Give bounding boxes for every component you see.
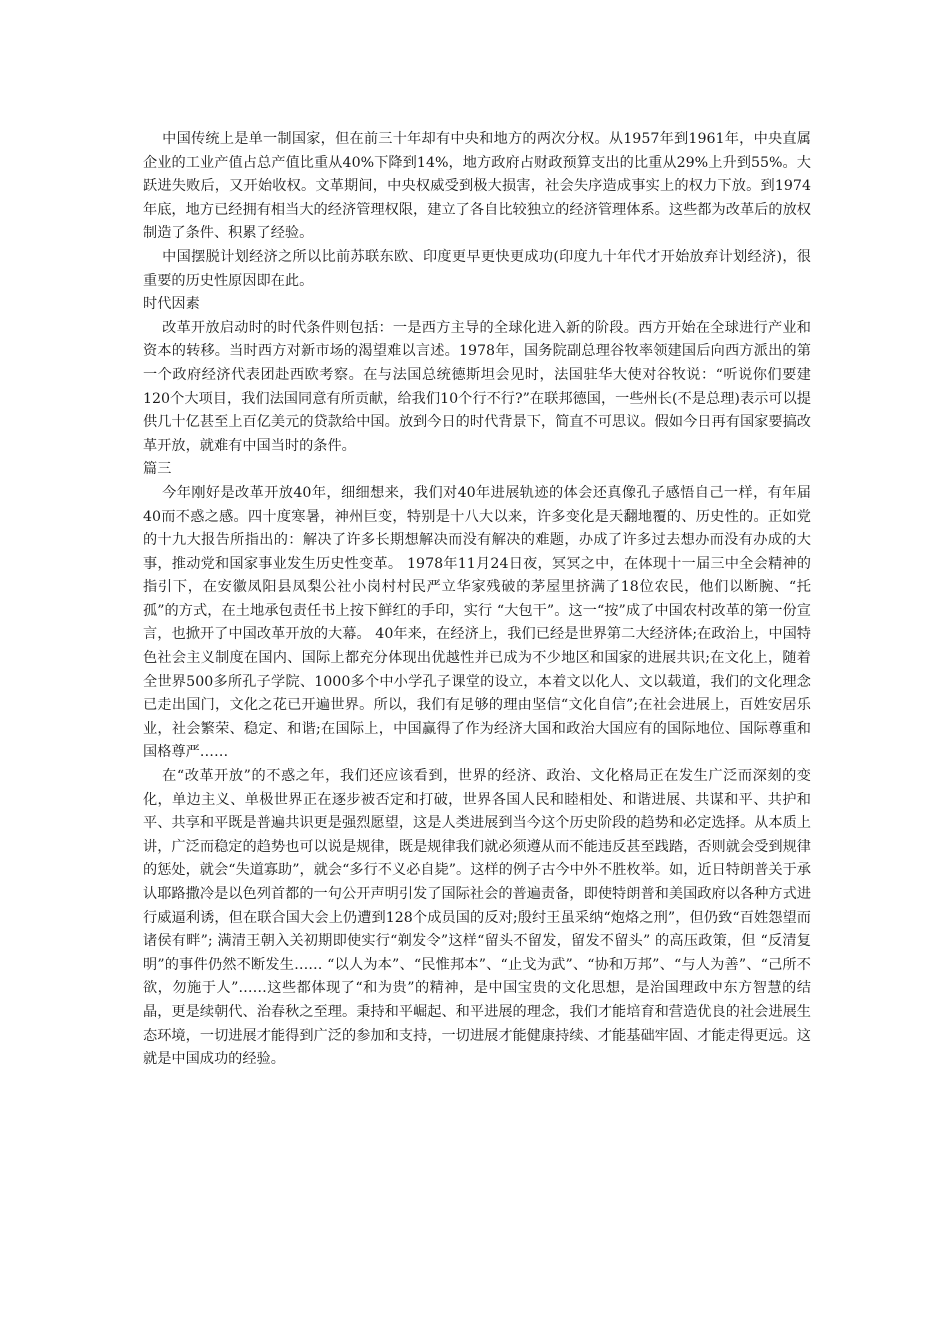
document-body [143,128,811,1072]
paragraph-forty-years-reform: 今年刚好是改革开放40年，细细想来，我们对40年进展轨迹的体会还真像孔子感悟自己一样，有年届40而不惑之感。四十度寒暑，神州巨变，特别是十八大以来，许多变化是天翻地覆的、历史性的。正如党的十九大报告所指出的：解决了许多长期想解决而没有解决的难题，办成了许多过去想办而没有办成的大事，推动党和国家事业发生历史性变革。 1978年11月24日夜，冥冥之中，在体现十一届三中全会精神的指引下，在安徽凤阳县凤梨公社小岗村村民严立华家残破的茅屋里挤满了18位农民，他们以断腕、“托孤”的方式，在土地承包责任书上按下鲜红的手印，实行 “大包干”。这一“按”成了中国农村改革的第一份宣言，也掀开了中国改革开放的大幕。 40年来，在经济上，我们已经是世界第二大经济体;在政治上，中国特色社会主义制度在国内、国际上都充分体现出优越性并已成为不少地区和国家的进展共识;在文化上，随着全世界500多所孔子学院、1000多个中小学孔子课堂的设立，本着文以化人、文以载道，我们的文化理念已走出国门，文化之花已开遍世界。所以，我们有足够的理由坚信“文化自信”;在社会进展上，百姓安居乐业，社会繁荣、稳定、和谐;在国际上，中国赢得了作为经济大国和政治大国应有的国际地位、国际尊重和国格尊严…… [143,484,811,761]
section-heading-era-factors: 时代因素 [143,296,200,313]
paragraph-world-trends: 在“改革开放”的不惑之年，我们还应该看到，世界的经济、政治、文化格局正在发生广泛而深刻的变化，单边主义、单极世界正在逐步被否定和打破，世界各国人民和睦相处、和谐进展、共谋和平、共护和平、共享和平既是普遍共识更是强烈愿望，这是人类进展到当今这个历史阶段的趋势和必定选择。从本质上讲，广泛而稳定的趋势也可以说是规律，既是规律我们就必须遵从而不能违反甚至践踏，否则就会受到规律的惩处，就会“失道寡助”，就会“多行不义必自毙”。这样的例子古今中外不胜枚举。如，近日特朗普关于承认耶路撒冷是以色列首都的一句公开声明引发了国际社会的普遍责备，即使特朗普和美国政府以各种方式进行威逼利诱，但在联合国大会上仍遭到128个成员国的反对;殷纣王虽采纳“炮烙之刑”，但仍致“百姓怨望而诸侯有畔”; 满清王朝入关初期即使实行“剃发令”这样“留头不留发，留发不留头” 的高压政策，但 “反清复明”的事件仍然不断发生…… “以人为本”、“民惟邦本”、“止戈为武”、“协和万邦”、“与人为善”、“己所不欲，勿施于人”……这些都体现了“和为贵”的精神，是中国宝贵的文化思想，是治国理政中东方智慧的结晶，更是续朝代、治春秋之至理。秉持和平崛起、和平进展的理念，我们才能培育和营造优良的社会进展生态环境，一切进展才能得到广泛的参加和支持，一切进展才能健康持续、才能基础牢固、才能走得更远。这就是中国成功的经验。 [143,768,811,1068]
section-heading-part-three: 篇三 [143,461,172,478]
paragraph-decentralization-history: 中国传统上是单一制国家，但在前三十年却有中央和地方的两次分权。从1957年到1961年，中央直属企业的工业产值占总产值比重从40%下降到14%，地方政府占财政预算支出的比重从29%上升到55%。大跃进失败后，又开始收权。文革期间，中央权威受到极大损害，社会失序造成事实上的权力下放。到1974年底，地方已经拥有相当大的经济管理权限，建立了各自比较独立的经济管理体系。这些都为改革后的放权制造了条件、积累了经验。 [143,131,811,242]
paragraph-era-conditions: 改革开放启动时的时代条件则包括：一是西方主导的全球化进入新的阶段。西方开始在全球进行产业和资本的转移。当时西方对新市场的渴望难以言述。1978年，国务院副总理谷牧率领建国后向西方派出的第一个政府经济代表团赴西欧考察。在与法国总统德斯坦会见时，法国驻华大使对谷牧说：“听说你们要建120个大项目，我们法国同意有所贡献，给我们10个行不行?”在联邦德国，一些州长(不是总理)表示可以提供几十亿甚至上百亿美元的贷款给中国。放到今日的时代背景下，简直不可思议。假如今日再有国家要搞改革开放，就难有中国当时的条件。 [143,319,811,454]
paragraph-planned-economy-exit: 中国摆脱计划经济之所以比前苏联东欧、印度更早更快更成功(印度九十年代才开始放弃计划经济)，很重要的历史性原因即在此。 [143,248,811,289]
